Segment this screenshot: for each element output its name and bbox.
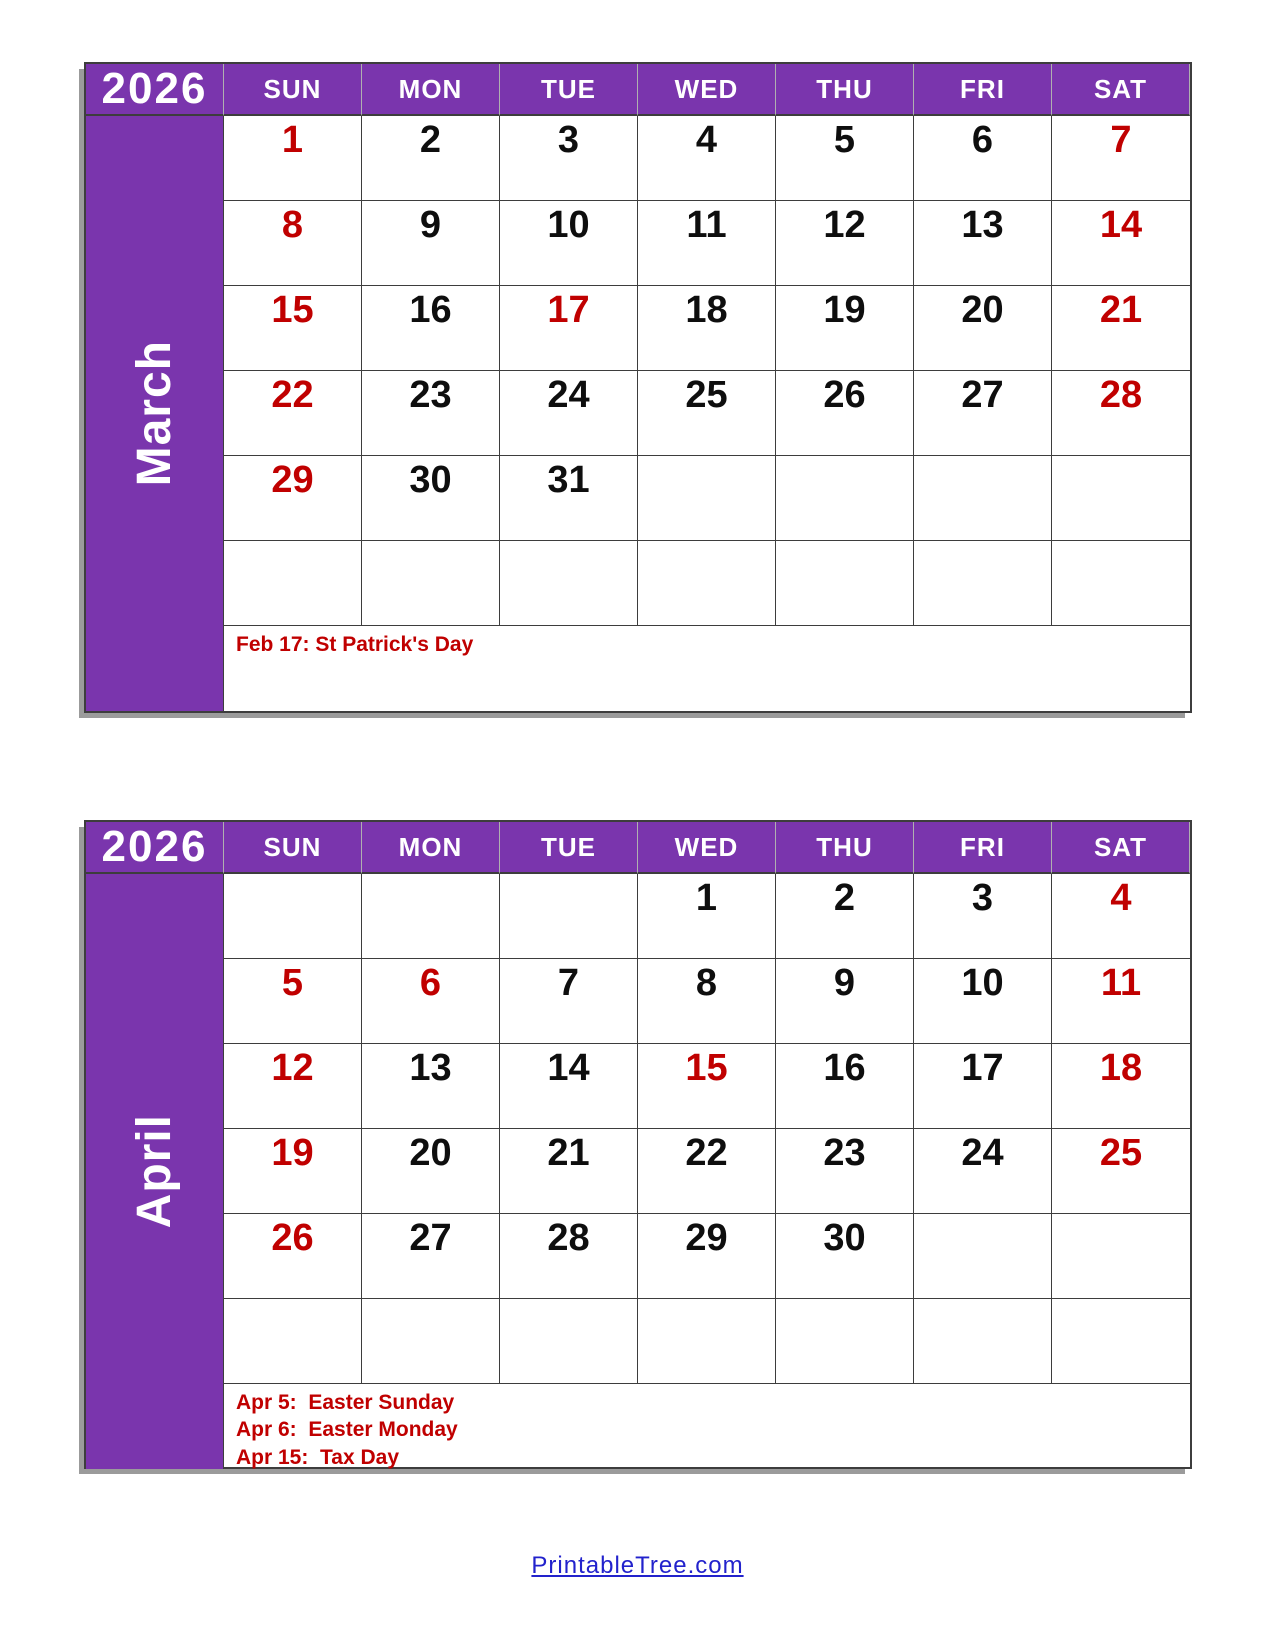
day-header-sat: SAT — [1052, 822, 1190, 874]
date-cell-march-9: 9 — [362, 201, 500, 286]
date-cell-march-16: 16 — [362, 286, 500, 371]
date-cell-april-28: 28 — [500, 1214, 638, 1299]
date-cell-empty — [500, 1299, 638, 1384]
date-cell-march-20: 20 — [914, 286, 1052, 371]
date-cell-april-14: 14 — [500, 1044, 638, 1129]
date-cell-empty — [1052, 1299, 1190, 1384]
date-cell-april-18: 18 — [1052, 1044, 1190, 1129]
date-cell-april-3: 3 — [914, 874, 1052, 959]
date-cell-empty — [914, 1299, 1052, 1384]
date-cell-march-8: 8 — [224, 201, 362, 286]
date-cell-empty — [362, 1299, 500, 1384]
day-header-wed: WED — [638, 822, 776, 874]
day-header-sun: SUN — [224, 64, 362, 116]
holiday-note: Apr 6: Easter Monday — [236, 1418, 458, 1442]
month-sidebar — [86, 874, 224, 1469]
date-cell-april-12: 12 — [224, 1044, 362, 1129]
march-calendar — [84, 62, 1192, 713]
day-header-sat: SAT — [1052, 64, 1190, 116]
date-cell-march-1: 1 — [224, 116, 362, 201]
date-cell-empty — [224, 1299, 362, 1384]
holiday-note: Feb 17: St Patrick's Day — [236, 633, 474, 656]
date-cell-april-5: 5 — [224, 959, 362, 1044]
date-cell-march-6: 6 — [914, 116, 1052, 201]
date-cell-march-18: 18 — [638, 286, 776, 371]
date-cell-march-30: 30 — [362, 456, 500, 541]
date-cell-april-4: 4 — [1052, 874, 1190, 959]
day-header-fri: FRI — [914, 822, 1052, 874]
date-cell-march-12: 12 — [776, 201, 914, 286]
date-cell-empty — [500, 541, 638, 626]
date-cell-march-26: 26 — [776, 371, 914, 456]
day-header-wed: WED — [638, 64, 776, 116]
date-cell-april-15: 15 — [638, 1044, 776, 1129]
day-header-mon: MON — [362, 64, 500, 116]
date-cell-march-25: 25 — [638, 371, 776, 456]
date-cell-april-21: 21 — [500, 1129, 638, 1214]
date-cell-empty — [638, 541, 776, 626]
day-header-thu: THU — [776, 64, 914, 116]
date-cell-april-19: 19 — [224, 1129, 362, 1214]
date-cell-empty — [776, 1299, 914, 1384]
date-cell-empty — [914, 456, 1052, 541]
holiday-note: Apr 5: Easter Sunday — [236, 1391, 455, 1414]
date-cell-april-16: 16 — [776, 1044, 914, 1129]
date-cell-march-24: 24 — [500, 371, 638, 456]
date-cell-march-27: 27 — [914, 371, 1052, 456]
year-label: 2026 — [86, 64, 224, 116]
date-cell-empty — [638, 456, 776, 541]
date-cell-april-26: 26 — [224, 1214, 362, 1299]
date-cell-empty — [224, 874, 362, 959]
date-cell-april-17: 17 — [914, 1044, 1052, 1129]
holiday-note: Apr 15: Tax Day — [236, 1445, 400, 1469]
date-cell-empty — [1052, 456, 1190, 541]
date-cell-march-17: 17 — [500, 286, 638, 371]
day-header-thu: THU — [776, 822, 914, 874]
date-cell-april-24: 24 — [914, 1129, 1052, 1214]
day-header-mon: MON — [362, 822, 500, 874]
date-cell-march-7: 7 — [1052, 116, 1190, 201]
date-cell-april-8: 8 — [638, 959, 776, 1044]
date-cell-april-6: 6 — [362, 959, 500, 1044]
date-cell-march-21: 21 — [1052, 286, 1190, 371]
footer — [0, 1552, 1275, 1580]
date-cell-empty — [776, 541, 914, 626]
date-cell-empty — [1052, 1214, 1190, 1299]
date-cell-april-2: 2 — [776, 874, 914, 959]
day-header-tue: TUE — [500, 64, 638, 116]
date-cell-empty — [500, 874, 638, 959]
date-cell-march-4: 4 — [638, 116, 776, 201]
date-cell-april-25: 25 — [1052, 1129, 1190, 1214]
date-cell-april-27: 27 — [362, 1214, 500, 1299]
year-label: 2026 — [86, 822, 224, 874]
date-cell-march-3: 3 — [500, 116, 638, 201]
date-cell-march-11: 11 — [638, 201, 776, 286]
date-cell-april-11: 11 — [1052, 959, 1190, 1044]
date-cell-empty — [224, 541, 362, 626]
date-cell-empty — [914, 1214, 1052, 1299]
date-cell-april-29: 29 — [638, 1214, 776, 1299]
date-cell-empty — [362, 541, 500, 626]
date-cell-march-10: 10 — [500, 201, 638, 286]
date-cell-april-22: 22 — [638, 1129, 776, 1214]
april-calendar — [84, 820, 1192, 1469]
date-cell-april-9: 9 — [776, 959, 914, 1044]
holiday-notes — [224, 1384, 1190, 1469]
date-cell-march-31: 31 — [500, 456, 638, 541]
date-cell-march-14: 14 — [1052, 201, 1190, 286]
date-cell-empty — [776, 456, 914, 541]
date-cell-march-22: 22 — [224, 371, 362, 456]
date-cell-april-1: 1 — [638, 874, 776, 959]
date-cell-april-13: 13 — [362, 1044, 500, 1129]
date-cell-april-7: 7 — [500, 959, 638, 1044]
date-cell-april-23: 23 — [776, 1129, 914, 1214]
date-cell-march-23: 23 — [362, 371, 500, 456]
date-cell-march-2: 2 — [362, 116, 500, 201]
date-cell-empty — [638, 1299, 776, 1384]
date-cell-march-28: 28 — [1052, 371, 1190, 456]
day-header-fri: FRI — [914, 64, 1052, 116]
holiday-notes — [224, 626, 1190, 711]
date-cell-march-29: 29 — [224, 456, 362, 541]
date-cell-empty — [914, 541, 1052, 626]
date-cell-empty — [1052, 541, 1190, 626]
month-label: April — [128, 1114, 181, 1229]
day-header-sun: SUN — [224, 822, 362, 874]
date-cell-empty — [362, 874, 500, 959]
footer-link[interactable]: PrintableTree.com — [531, 1552, 744, 1579]
day-header-tue: TUE — [500, 822, 638, 874]
date-cell-april-30: 30 — [776, 1214, 914, 1299]
date-cell-april-10: 10 — [914, 959, 1052, 1044]
date-cell-march-5: 5 — [776, 116, 914, 201]
month-sidebar — [86, 116, 224, 711]
date-cell-march-15: 15 — [224, 286, 362, 371]
date-cell-march-19: 19 — [776, 286, 914, 371]
month-label: March — [128, 340, 181, 487]
date-cell-march-13: 13 — [914, 201, 1052, 286]
date-cell-april-20: 20 — [362, 1129, 500, 1214]
